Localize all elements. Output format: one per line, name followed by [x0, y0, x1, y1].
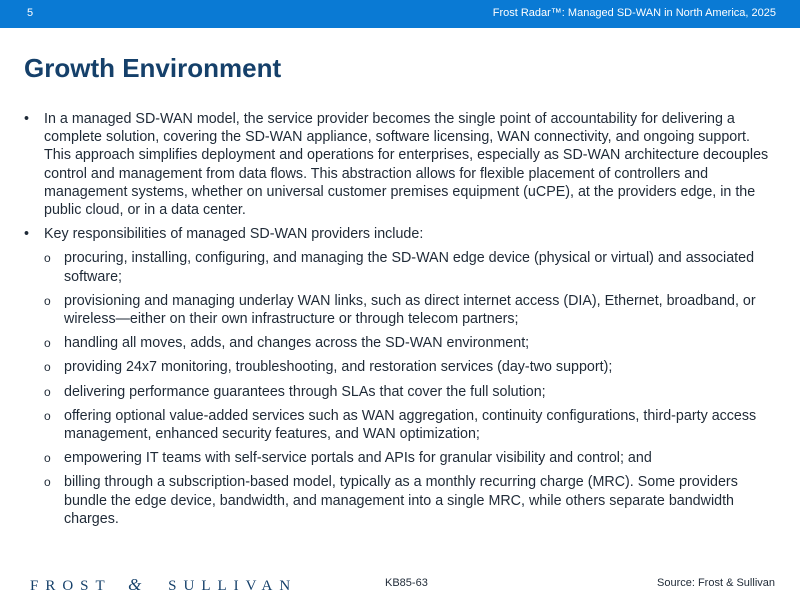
sub-bullet-item [44, 407, 776, 443]
sub-bullet-marker: o [44, 293, 51, 308]
page-title: Growth Environment [24, 53, 282, 83]
sub-bullet-text: handling all moves, adds, and changes across the SD-WAN environment; [64, 335, 530, 352]
frost-sullivan-logo [30, 575, 297, 595]
sub-bullet-item [44, 334, 776, 352]
document-title: Frost Radar™: Managed SD-WAN in North America, 2025 [492, 7, 776, 19]
sub-bullet-marker: o [44, 475, 51, 490]
sub-bullet-text: delivering performance guarantees through SLAs that cover the full solution; [64, 383, 546, 400]
source-note: Source: Frost & Sullivan [657, 577, 775, 589]
body-content [24, 110, 776, 534]
logo-text-frost: FROST [30, 578, 112, 594]
logo-text-sullivan: SULLIVAN [168, 578, 298, 594]
sub-bullet-text: provisioning and managing underlay WAN links, such as direct internet access (DIA), Ethernet, broadband, or wireless—either on their own infrastructure or through telecom partners; [64, 292, 756, 328]
sub-bullet-marker: o [44, 251, 51, 266]
sub-bullet-marker: o [44, 384, 51, 399]
sub-bullet-item [44, 292, 776, 328]
bullet-marker: • [24, 226, 30, 243]
bullet-text: Key responsibilities of managed SD-WAN providers include: [44, 226, 424, 243]
sub-bullet-marker: o [44, 360, 51, 375]
page-number: 5 [27, 7, 34, 19]
document-code: KB85-63 [385, 577, 428, 589]
logo-ampersand: & [128, 575, 142, 594]
bullet-marker: • [24, 111, 30, 127]
sub-bullet-marker: o [44, 408, 51, 423]
sub-bullet-item [44, 473, 776, 528]
sub-bullet-list [24, 249, 776, 528]
sub-bullet-item [44, 249, 776, 285]
bullet-text: In a managed SD-WAN model, the service provider becomes the single point of accountability for delivering a complete solution, covering the SD-WAN appliance, software licensing, WAN connectivity, and ongoing support. This approach simplifies deployment and operations for enterprises, especially as SD-WAN architecture decouples control and management from data flows. This abstraction allows for flexible placement of controllers and management systems, whether on universal customer premises equipment (uCPE), at the providers edge, in the public cloud, or in a data center. [44, 111, 769, 219]
header-bar [0, 0, 800, 28]
sub-bullet-text: procuring, installing, configuring, and managing the SD-WAN edge device (physical or virtual) and associated software; [64, 250, 755, 285]
sub-bullet-marker: o [44, 451, 51, 466]
sub-bullet-text: empowering IT teams with self-service portals and APIs for granular visibility and control; and [64, 450, 652, 467]
sub-bullet-item [44, 383, 776, 401]
sub-bullet-text: billing through a subscription-based model, typically as a monthly recurring charge (MRC). Some providers bundle the edge device, bandwidth, and management into a single MRC, while others separate bandwidth charges. [64, 474, 738, 527]
bullet-item [24, 225, 776, 243]
sub-bullet-item [44, 358, 776, 376]
sub-bullet-marker: o [44, 336, 51, 351]
sub-bullet-text: providing 24x7 monitoring, troubleshooting, and restoration services (day-two support); [64, 359, 613, 376]
sub-bullet-item [44, 449, 776, 467]
bullet-item [24, 110, 776, 219]
sub-bullet-text: offering optional value-added services such as WAN aggregation, continuity configurations, third-party access management, enhanced security features, and WAN optimization; [64, 407, 757, 443]
